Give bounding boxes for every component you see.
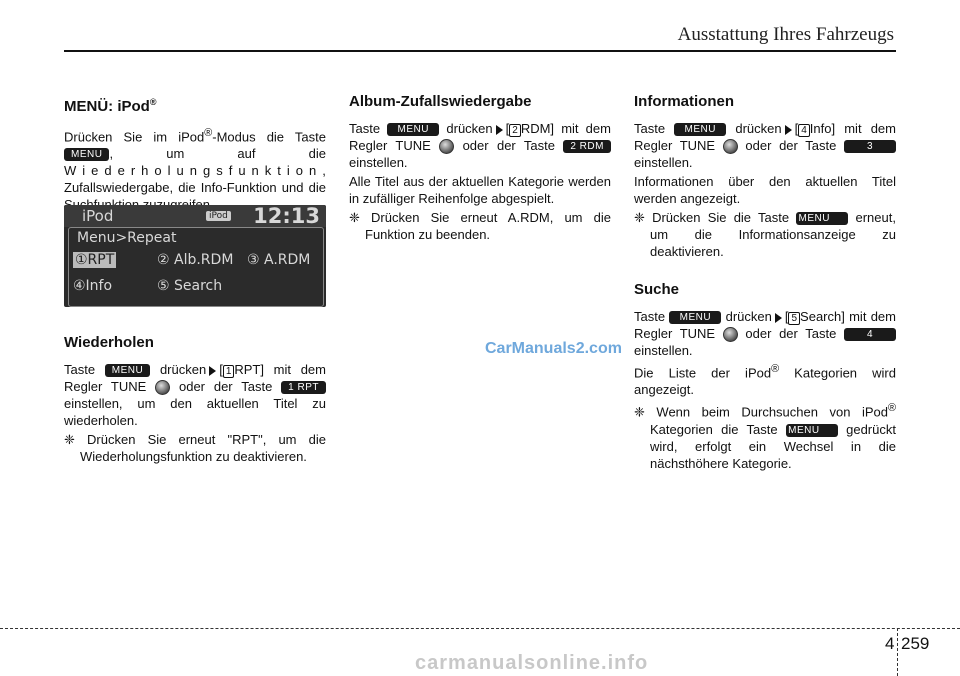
lcd-item-album-random: ② Alb.RDM	[157, 252, 234, 268]
wiederholen-note: ❈ Drücken Sie erneut "RPT", um die Wiederholungsfunktion zu deaktivieren.	[64, 432, 326, 465]
footer-rule	[0, 628, 960, 629]
lcd-item-rpt: ①RPT	[75, 252, 115, 268]
footer-separator	[897, 628, 898, 676]
lcd-menu-panel	[68, 227, 324, 307]
intro-paragraph: Drücken Sie im iPod®-Modus die Taste MENU , um auf die Wiederholungsfunktion, Zufallswiedergabe, die Info-Funktion und die	[64, 127, 332, 196]
suche-paragraph: Taste MENU drücken [ 5 Search] mit dem Regler TUNE oder der Taste 4 einstellen.	[634, 309, 896, 359]
menu-button-icon: MENU	[796, 212, 848, 225]
arrow-right-icon	[496, 125, 503, 135]
tune-knob-icon	[723, 139, 738, 154]
lcd-clock: 12:13	[253, 205, 320, 228]
section-heading-album-random: Album-Zufallswiedergabe	[349, 93, 532, 110]
info-note: ❈ Drücken Sie die Taste MENU erneut, um die Informationsanzeige zu deaktivieren.	[634, 210, 896, 260]
column-3	[634, 92, 896, 474]
chapter-number: 4	[885, 634, 895, 653]
arrow-right-icon	[785, 125, 792, 135]
button-4-icon: 4	[844, 328, 896, 341]
section-heading-wiederholen: Wiederholen	[64, 334, 154, 352]
menu-button-icon: MENU	[674, 123, 726, 136]
rdm-button-icon: 2 RDM	[563, 140, 611, 153]
wiederholen-paragraph: Taste MENU drücken [ 1 RPT] mit dem Regler TUNE oder der Taste 1 RPT einstellen, um den aktuellen Titel zu wiederholen.	[64, 362, 326, 429]
number-4-icon: 4	[798, 124, 810, 137]
info-body: Informationen über den aktuellen Titel werden angezeigt.	[634, 174, 896, 207]
arrow-right-icon	[209, 366, 216, 376]
tune-knob-icon	[439, 139, 454, 154]
suche-body: Die Liste der iPod® Kategorien wird angezeigt.	[634, 363, 896, 398]
tune-knob-icon	[155, 380, 170, 395]
number-2-icon: 2	[509, 124, 521, 137]
info-paragraph: Taste MENU drücken [ 4 Info] mit dem Regler TUNE oder der Taste 3 einstellen.	[634, 121, 896, 171]
button-3-icon: 3	[844, 140, 896, 153]
header-rule	[64, 50, 896, 52]
lcd-item-info: ④Info	[73, 278, 113, 294]
number-1-icon: 1	[223, 365, 235, 378]
lcd-title: iPod	[82, 207, 114, 225]
ipod-lcd-screen	[64, 205, 326, 307]
tune-knob-icon	[723, 327, 738, 342]
lcd-ipod-badge: iPod	[206, 211, 231, 221]
section-heading-menu-ipod: MENÜ: iPod®	[64, 97, 157, 115]
number-5-icon: 5	[788, 312, 800, 325]
menu-button-icon: MENU	[387, 123, 439, 136]
page-number: 259	[901, 634, 930, 653]
album-random-note: ❈ Drücken Sie erneut A.RDM, um die Funktion zu beenden.	[349, 210, 611, 243]
arrow-right-icon	[775, 313, 782, 323]
menu-button-icon: MENU	[105, 364, 150, 377]
section-heading-informationen: Informationen	[634, 93, 734, 110]
watermark-carmanualsonline[interactable]: carmanualsonline.info	[415, 652, 649, 674]
section-heading-suche: Suche	[634, 281, 680, 299]
column-2	[349, 92, 611, 245]
header-title: Ausstattung Ihres Fahrzeugs	[677, 24, 894, 45]
menu-button-icon: MENU	[64, 148, 109, 161]
rpt-button-icon: 1 RPT	[281, 381, 326, 394]
lcd-menu-path: Menu>Repeat	[77, 230, 177, 246]
menu-button-icon: MENU	[669, 311, 721, 324]
lcd-item-search: ⑤ Search	[157, 278, 223, 294]
menu-button-icon: MENU	[786, 424, 838, 437]
album-random-body: Alle Titel aus der aktuellen Kategorie werden in zufälliger Reihenfolge abgespielt.	[349, 174, 611, 207]
suche-note: ❈ Wenn beim Durchsuchen von iPod® Kategorien die Taste MENU gedrückt wird, erfolgt ein Wechsel in die nächsthöhere Kategorie.	[634, 402, 896, 471]
album-random-paragraph: Taste MENU drücken [ 2 RDM] mit dem Regler TUNE oder der Taste 2 RDM einstellen.	[349, 121, 611, 171]
lcd-item-all-random: ③ A.RDM	[247, 252, 311, 268]
watermark-carmanuals2[interactable]: CarManuals2.com	[485, 340, 622, 357]
